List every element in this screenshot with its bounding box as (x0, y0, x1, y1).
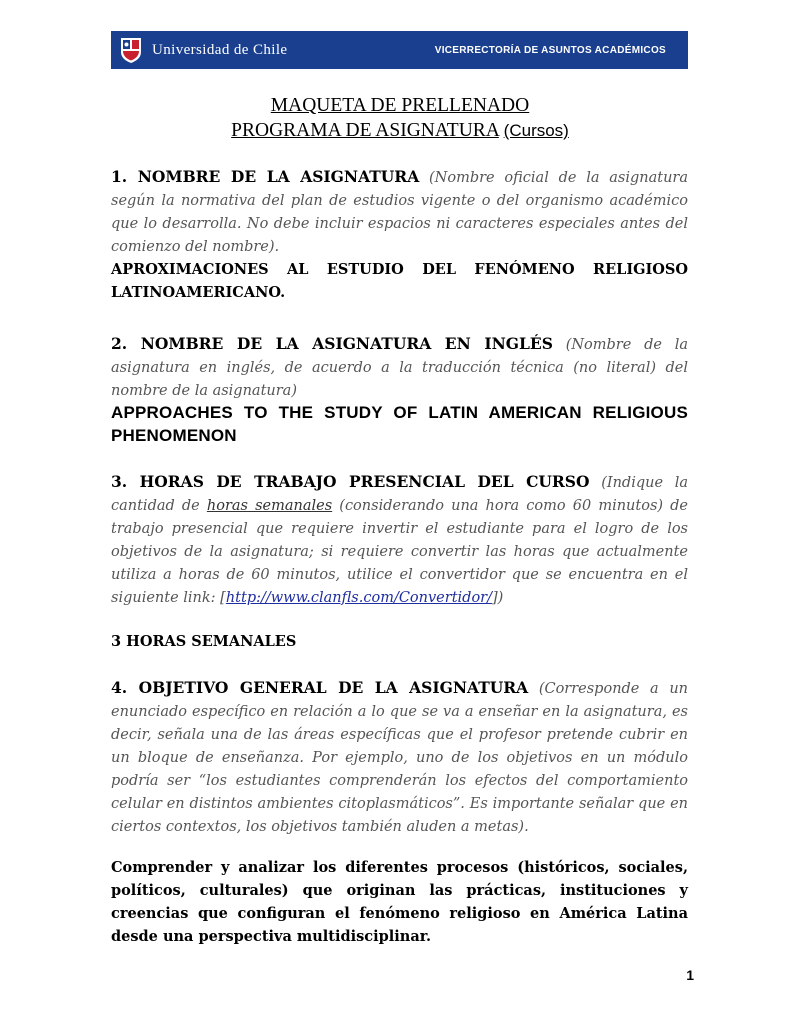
weekly-hours-emphasis: horas semanales (206, 498, 333, 514)
section-1-answer-block (111, 258, 688, 304)
department-name: VICERRECTORÍA DE ASUNTOS ACADÉMICOS (434, 44, 666, 56)
section-3-answer-block (111, 630, 688, 653)
section-3-heading: 3. HORAS DE TRABAJO PRESENCIAL DEL CURSO (111, 472, 590, 491)
document-title-line1: MAQUETA DE PRELLENADO (270, 95, 530, 116)
section-2 (111, 332, 688, 403)
section-4-paragraph (111, 676, 688, 839)
page-number: 1 (686, 967, 694, 983)
section-3-answer: 3 HORAS SEMANALES (111, 633, 297, 650)
section-4 (111, 676, 688, 839)
university-name: Universidad de Chile (152, 41, 288, 58)
section-2-answer: APPROACHES TO THE STUDY OF LATIN AMERICAN RELIGIOUS PHENOMENON (111, 403, 688, 445)
section-1-heading: 1. NOMBRE DE LA ASIGNATURA (111, 167, 420, 186)
section-2-description: (Nombre de la asignatura en inglés, de acuerdo a la traducción técnica (no literal) del nombre de la asignatura) (111, 337, 689, 399)
section-1 (111, 165, 688, 259)
section-2-answer-block (111, 401, 688, 447)
section-4-description: (Corresponde a un enunciado específico en relación a lo que se va a enseñar en la asignatura, es decir, señala una de las áreas específicas que el profesor pretende cubrir en un bloque de enseñanza. Por ejemplo, uno de los objetivos en un módulo podría ser “los estudiantes comprenderán los efectos del comportamiento celular en distintos ambientes citoplasmáticos”. Es importante señalar que en ciertos contextos, los objetivos también aluden a metas). (111, 681, 688, 835)
document-title-suffix: (Cursos) (503, 121, 569, 140)
section-3-description-start: (Indique la cantidad de (111, 475, 688, 514)
header-banner (111, 31, 688, 69)
section-3 (111, 470, 688, 610)
section-2-heading: 2. NOMBRE DE LA ASIGNATURA EN INGLÉS (111, 334, 553, 353)
section-1-answer: APROXIMACIONES AL ESTUDIO DEL FENÓMENO RELIGIOSO LATINOAMERICANO. (111, 261, 688, 301)
section-4-heading: 4. OBJETIVO GENERAL DE LA ASIGNATURA (111, 678, 529, 697)
document-title-main: PROGRAMA DE ASIGNATURA (231, 120, 499, 141)
section-3-description-end: ]) (492, 590, 504, 606)
converter-link[interactable]: http://www.clanfls.com/Convertidor/ (225, 590, 492, 606)
section-3-description (111, 475, 688, 606)
section-1-paragraph (111, 165, 688, 259)
section-1-description: (Nombre oficial de la asignatura según la normativa del plan de estudios vigente o del organismo académico que lo desarrolla. No debe incluir espacios ni caracteres especiales antes del comienzo del nombre). (111, 170, 689, 255)
section-4-answer: Comprender y analizar los diferentes procesos (históricos, sociales, políticos, culturales) que originan las prácticas, instituciones y creencias que configuran el fenómeno religioso en América Latina desde una perspectiva multidisciplinar. (111, 859, 688, 945)
university-crest-icon (119, 36, 143, 64)
university-brand (119, 36, 287, 64)
section-3-description-mid: (considerando una hora como 60 minutos) de trabajo presencial que requiere invertir el estudiante para el logro de los objetivos de la asignatura; si requiere convertir las horas que actualmente utiliza a horas de 60 minutos, utilice el convertidor que se encuentra en el siguiente link: [ (111, 498, 689, 606)
document-title-line2 (0, 120, 800, 142)
section-4-answer-block (111, 856, 688, 948)
section-2-paragraph (111, 332, 688, 403)
section-3-paragraph (111, 470, 688, 610)
